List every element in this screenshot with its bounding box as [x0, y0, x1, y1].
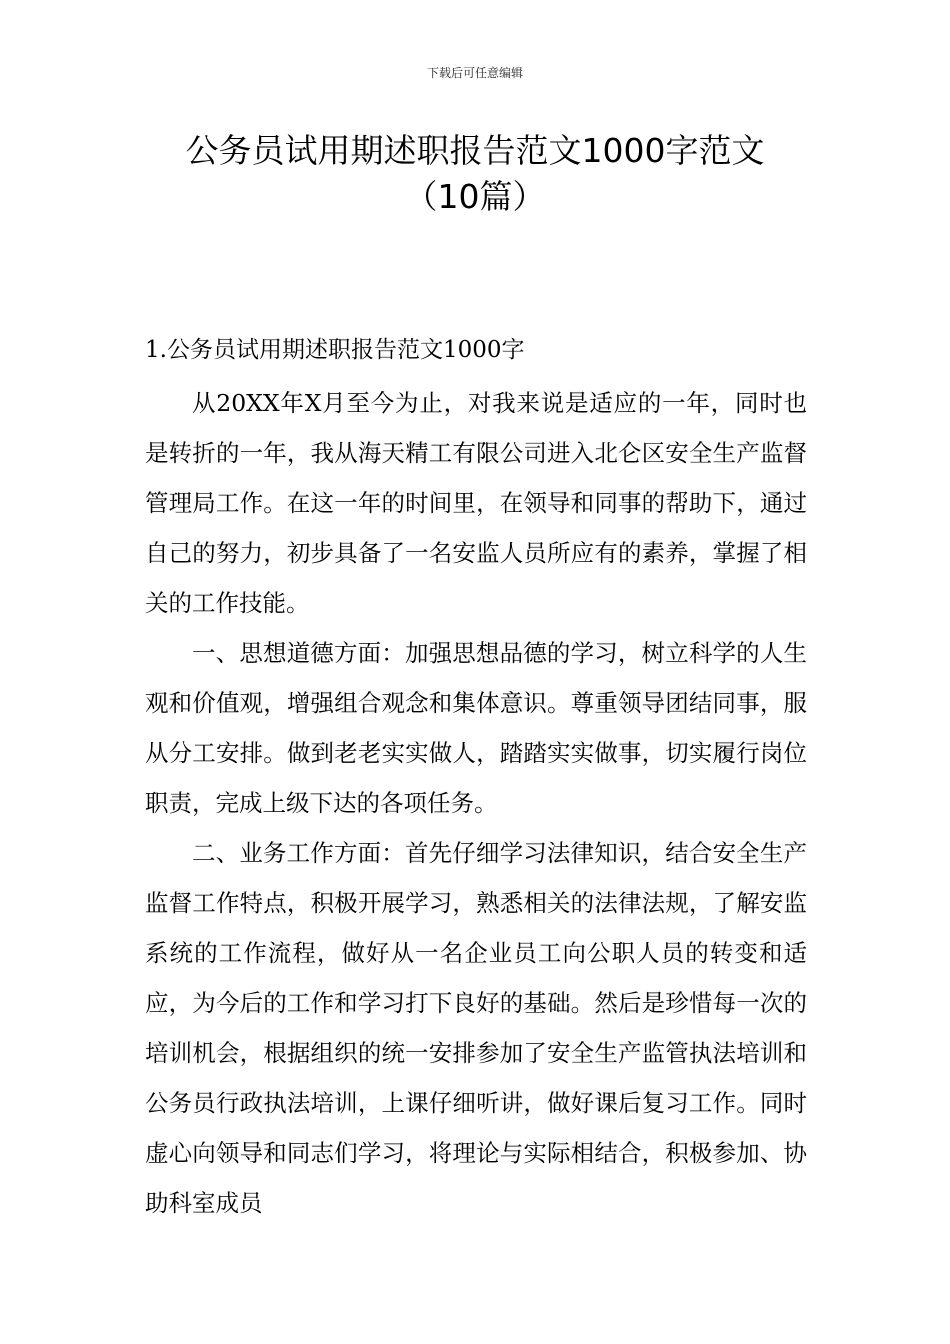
section-heading: 1.公务员试用期述职报告范文1000字: [145, 337, 525, 363]
paragraph-intro: 从20XX年X月至今为止，对我来说是适应的一年，同时也是转折的一年，我从海天精工有限公司进入北仑区安全生产监督管理局工作。在这一年的时间里，在领导和同事的帮助下，通过自己的努力，初步具备了一名安监人员所应有的素养，掌握了相关的工作技能。: [145, 389, 807, 617]
document-title: [145, 128, 805, 220]
paragraph-business-work: 二、业务工作方面：首先仔细学习法律知识，结合安全生产监督工作特点，积极开展学习，熟悉相关的法律法规，了解安监系统的工作流程，做好从一名企业员工向公职人员的转变和适应，为今后的工作和学习打下良好的基础。然后是珍惜每一次的培训机会，根据组织的统一安排参加了安全生产监管执法培训和公务员行政执法培训，上课仔细听讲，做好课后复习工作。同时虚心向领导和同志们学习，将理论与实际相结合，积极参加、协助科室成员: [145, 839, 807, 1217]
document-title-line-2: （10篇）: [404, 177, 546, 216]
header-note: 下载后可任意编辑: [426, 66, 523, 80]
document-title-line-1: 公务员试用期述职报告范文1000字范文: [185, 131, 765, 170]
paragraph-ideology: 一、思想道德方面：加强思想品德的学习，树立科学的人生观和价值观，增强组合观念和集体意识。尊重领导团结同事，服从分工安排。做到老老实实做人，踏踏实实做事，切实履行岗位职责，完成上级下达的各项任务。: [145, 639, 807, 817]
body-text: [145, 378, 807, 1228]
